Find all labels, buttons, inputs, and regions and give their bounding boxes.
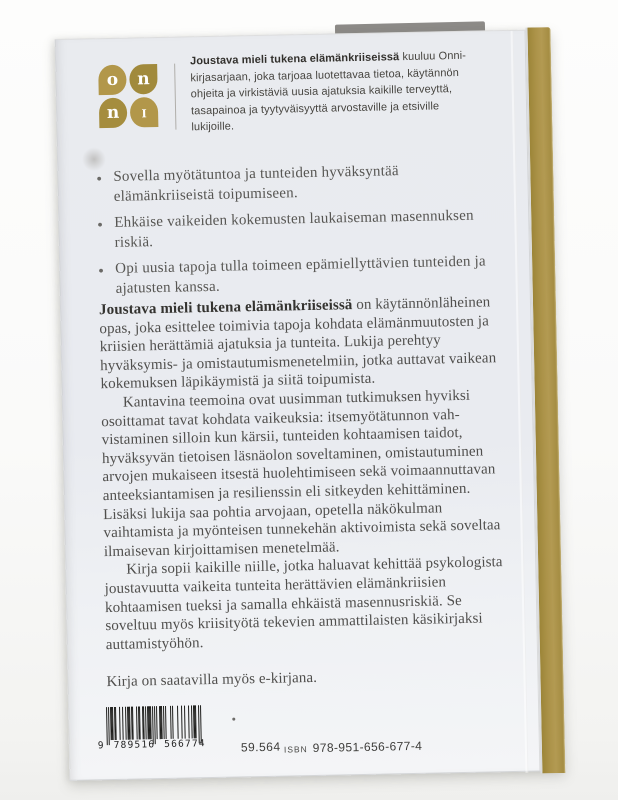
logo-letter: n	[106, 102, 120, 123]
logo-petal-icon	[99, 98, 128, 129]
isbn-value: 978-951-656-677-4	[312, 738, 423, 756]
onni-logo	[98, 64, 159, 129]
logo-divider	[174, 64, 176, 130]
key-point-item: ● Ehkäise vaikeiden kokemusten laukaiseman masennuksen riskiä.	[97, 205, 498, 253]
blurb-paragraph: Kantavina teemoina ovat uusimman tutkimuksen hyviksi osoittamat tavat kohdata vaikeuksia: itsemyötätunnon vahvistaminen silloin kun kärsii, tunteiden kohtaamisen taidot, hyväksyvän tietoisen läsnäolon soveltaminen, omistautuminen arvojen mukaiseen itsestä huolehtimiseen sekä voimaannuttavan anteeksiantamisen ja resilienssin eli sitkeyden kehittäminen. Lisäksi lukija saa pohtia arvojaan, opetella näkökulman vaihtamista ja myönteisen tunnekehän aktivoimista sekä soveltaa ilmaisevan kirjoittamisen menetelmää.	[101, 387, 501, 560]
blurb-paragraph-text: on käytännönläheinen opas, joka esittelee toimivia tapoja kohdata elämänmuutosten ja kriisien herättämiä ajatuksia ja tunteita. Lukija perehtyy hyväksymis- ja omistautumismenetelmiin, jotka auttavat vaikean kokemuksen läpikäymistä ja siitä toipumista.	[99, 294, 497, 393]
blurb-paragraph	[99, 293, 513, 394]
logo-petal-icon	[129, 64, 158, 95]
logo-letter: i	[141, 102, 147, 121]
series-info-text: kuuluu Onni-kirjasarjaan, joka tarjoaa luotettavaa tietoa, käytännön ohjeita ja virkistäviä uusia ajatuksia kaikille terveyttä, tasapainoa ja tyytyväisyyttä arvostaville ja etsiville lukijoille.	[190, 49, 467, 134]
logo-petal-icon	[130, 97, 159, 128]
logo-letter: n	[137, 68, 150, 89]
dust-speck	[232, 718, 235, 721]
key-point-item: ● Opi uusia tapoja tulla toimeen epämiellyttävien tunteiden ja ajatusten kanssa.	[98, 251, 499, 299]
series-info	[190, 48, 474, 136]
key-point-item: ● Sovella myötätuntoa ja tunteiden hyväksyntää elämänkriiseistä toipumiseen.	[96, 159, 497, 207]
series-book-title: Joustava mieli tukena elämänkriiseissä	[189, 51, 400, 68]
barcode-digit-group: 9	[97, 740, 105, 752]
barcode-digit-group: 566774	[164, 738, 206, 750]
barcode-digit-group: 789516	[113, 739, 156, 752]
logo-letter: o	[106, 69, 119, 90]
blurb-book-title: Joustava mieli tukena elämänkriiseissä	[98, 297, 353, 319]
book-back-cover	[55, 30, 541, 781]
logo-petal-icon	[98, 65, 127, 96]
key-points-list	[96, 159, 499, 305]
barcode-footer	[97, 699, 518, 763]
ebook-availability-note: Kirja on saatavilla myös e-kirjana.	[106, 670, 318, 691]
isbn-label: ISBN	[283, 744, 308, 755]
product-code: 59.564	[240, 739, 281, 755]
barcode-number	[98, 738, 206, 751]
book	[55, 29, 566, 781]
back-cover-blurb	[99, 293, 519, 692]
isbn	[284, 737, 423, 758]
blurb-paragraph: Kirja sopii kaikille niille, jotka haluavat kehittää psykologista joustavuutta vaikeita tunteita herättävien elämänkriisien kohtaamisen tueksi ja samalla ehkäistä masennusriskiä. Se soveltuu myös kriisityötä tekevien ammattilaisten käsikirjaksi auttamistyöhön.	[104, 554, 503, 653]
